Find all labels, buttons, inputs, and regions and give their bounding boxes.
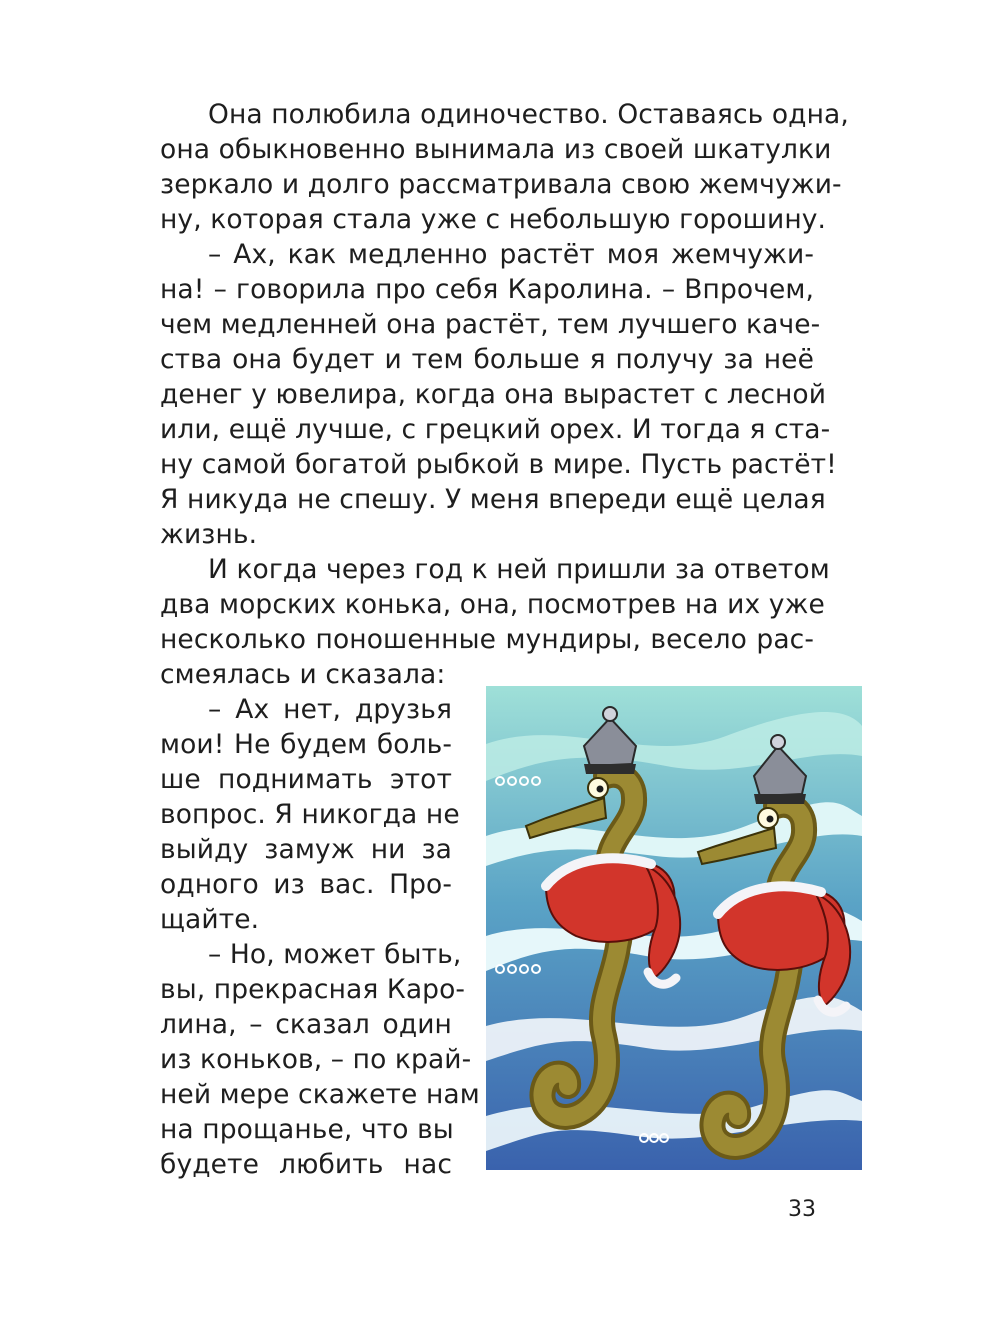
- text-line: одного из вас. Про-: [160, 869, 452, 900]
- text-line: будете любить нас: [160, 1149, 452, 1180]
- text-line: из коньков, – по край-: [160, 1044, 472, 1075]
- text-line: или, ещё лучше, с грецкий орех. И тогда я ста-: [160, 414, 831, 445]
- text-line: несколько поношенные мундиры, весело рас-: [160, 624, 814, 655]
- text-line: Она полюбила одиночество. Оставаясь одна,: [208, 99, 849, 130]
- text-line: – Ах, как медленно растёт моя жемчужи-: [208, 239, 814, 270]
- seahorses-illustration: [486, 686, 862, 1170]
- text-line: ну, которая стала уже с небольшую горошину.: [160, 204, 827, 235]
- text-line: она обыкновенно вынимала из своей шкатулки: [160, 134, 832, 165]
- page-number: 33: [788, 1197, 816, 1222]
- text-line: выйду замуж ни за: [160, 834, 452, 865]
- text-line: жизнь.: [160, 519, 258, 550]
- text-line: щайте.: [160, 904, 260, 935]
- text-line: денег у ювелира, когда она вырастет с лесной: [160, 379, 827, 410]
- text-line: лина, – сказал один: [160, 1009, 452, 1040]
- text-line: на прощанье, что вы: [160, 1114, 454, 1145]
- text-line: вы, прекрасная Каро-: [160, 974, 466, 1005]
- text-line: смеялась и сказала:: [160, 659, 446, 690]
- text-line: чем медленней она растёт, тем лучшего каче-: [160, 309, 821, 340]
- text-line: вопрос. Я никогда не: [160, 799, 460, 830]
- text-line: мои! Не будем боль-: [160, 729, 452, 760]
- text-line: ну самой богатой рыбкой в мире. Пусть растёт!: [160, 449, 837, 480]
- text-line: ства она будет и тем больше я получу за неё: [160, 344, 814, 375]
- text-line: на! – говорила про себя Каролина. – Впрочем,: [160, 274, 814, 305]
- text-line: зеркало и долго рассматривала свою жемчужи-: [160, 169, 842, 200]
- text-line: – Но, может быть,: [208, 939, 462, 970]
- text-line: ше поднимать этот: [160, 764, 452, 795]
- text-line: два морских конька, она, посмотрев на их уже: [160, 589, 825, 620]
- text-line: И когда через год к ней пришли за ответом: [208, 554, 830, 585]
- seahorses-picture: [486, 686, 862, 1170]
- text-line: ней мере скажете нам: [160, 1079, 480, 1110]
- text-line: – Ах нет, друзья: [208, 694, 452, 725]
- text-line: Я никуда не спешу. У меня впереди ещё целая: [160, 484, 826, 515]
